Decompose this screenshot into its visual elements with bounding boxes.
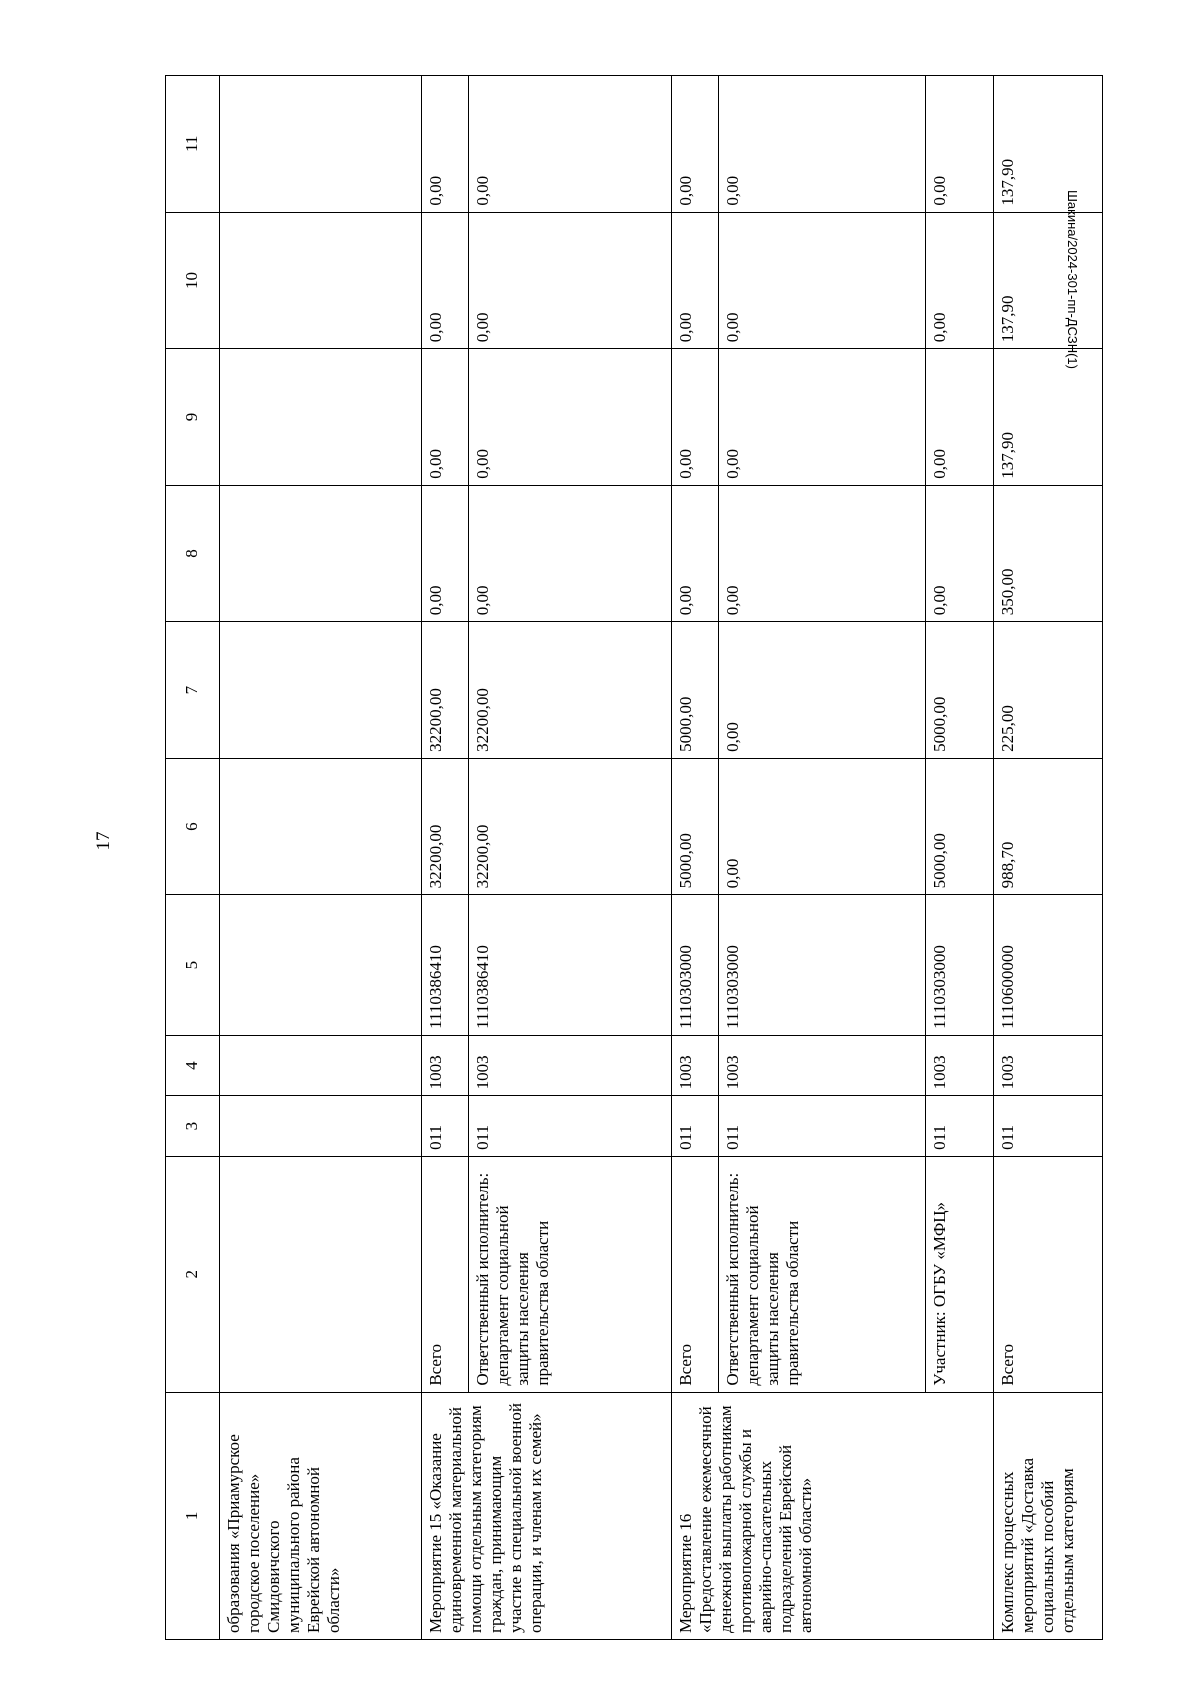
- page-number: 17: [93, 831, 114, 851]
- cell-year: 0,00: [719, 349, 926, 486]
- col-header-6: 6: [166, 758, 220, 895]
- cell-section: 1003: [925, 1035, 993, 1096]
- cell-year: 0,00: [672, 485, 719, 622]
- cell-year: 0,00: [421, 485, 468, 622]
- cell-description: Мероприятие 15 «Оказание единовременной материальной помощи отдельным категориям граждан, принимающим участие в специальной военной операции, и членам их семей»: [421, 1392, 671, 1639]
- cell-year: [219, 212, 421, 349]
- cell-year: 0,00: [719, 76, 926, 213]
- cell-total: 5000,00: [925, 758, 993, 895]
- cell-year: [219, 76, 421, 213]
- cell-year: 0,00: [421, 212, 468, 349]
- cell-year: 0,00: [672, 212, 719, 349]
- cell-year: 0,00: [719, 485, 926, 622]
- col-header-8: 8: [166, 485, 220, 622]
- cell-target-article: 1110600000: [993, 895, 1102, 1035]
- cell-total: 988,70: [993, 758, 1102, 895]
- col-header-10: 10: [166, 212, 220, 349]
- cell-year: 5000,00: [672, 622, 719, 759]
- cell-year: 0,00: [719, 622, 926, 759]
- cell-description: образования «Приамурское городское поселение» Смидовичского муниципального района Еврейской автономной области»: [219, 1392, 421, 1639]
- cell-total: 32200,00: [468, 758, 671, 895]
- cell-grbs: 011: [925, 1096, 993, 1157]
- cell-total: 5000,00: [672, 758, 719, 895]
- cell-year: 0,00: [925, 349, 993, 486]
- cell-section: 1003: [719, 1035, 926, 1096]
- cell-year: [219, 622, 421, 759]
- cell-target-article: 1110303000: [672, 895, 719, 1035]
- cell-year: 0,00: [468, 485, 671, 622]
- cell-total: [219, 758, 421, 895]
- cell-year: 137,90: [993, 212, 1102, 349]
- cell-year: 32200,00: [468, 622, 671, 759]
- cell-year: 0,00: [925, 485, 993, 622]
- table-row: [421, 76, 468, 1640]
- cell-year: 0,00: [421, 349, 468, 486]
- cell-executor: Участник: ОГБУ «МФЦ»: [925, 1156, 993, 1392]
- cell-grbs: 011: [468, 1096, 671, 1157]
- cell-total: 0,00: [719, 758, 926, 895]
- cell-executor: [219, 1156, 421, 1392]
- cell-executor: Всего: [421, 1156, 468, 1392]
- cell-section: [219, 1035, 421, 1096]
- cell-year: 350,00: [993, 485, 1102, 622]
- cell-year: 0,00: [468, 212, 671, 349]
- cell-target-article: 1110386410: [468, 895, 671, 1035]
- cell-year: 0,00: [468, 76, 671, 213]
- cell-year: 0,00: [719, 212, 926, 349]
- cell-section: 1003: [672, 1035, 719, 1096]
- table-row: [672, 76, 719, 1640]
- col-header-5: 5: [166, 895, 220, 1035]
- cell-year: 0,00: [925, 212, 993, 349]
- col-header-2: 2: [166, 1156, 220, 1392]
- cell-target-article: 1110386410: [421, 895, 468, 1035]
- cell-year: 0,00: [672, 349, 719, 486]
- cell-section: 1003: [468, 1035, 671, 1096]
- cell-year: 0,00: [925, 76, 993, 213]
- cell-grbs: 011: [672, 1096, 719, 1157]
- col-header-9: 9: [166, 349, 220, 486]
- cell-year: 5000,00: [925, 622, 993, 759]
- header-row: [166, 76, 220, 1640]
- cell-year: 137,90: [993, 349, 1102, 486]
- cell-target-article: 1110303000: [719, 895, 926, 1035]
- col-header-7: 7: [166, 622, 220, 759]
- cell-year: 0,00: [672, 76, 719, 213]
- table-row: [219, 76, 421, 1640]
- cell-year: [219, 349, 421, 486]
- cell-section: 1003: [421, 1035, 468, 1096]
- cell-grbs: 011: [719, 1096, 926, 1157]
- budget-table-container: [165, 75, 1103, 1640]
- cell-executor: Ответственный исполнитель: департамент социальной защиты населения правительства области: [719, 1156, 926, 1392]
- cell-year: 137,90: [993, 76, 1102, 213]
- cell-grbs: [219, 1096, 421, 1157]
- col-header-1: 1: [166, 1392, 220, 1639]
- cell-executor: Всего: [672, 1156, 719, 1392]
- cell-year: [219, 485, 421, 622]
- cell-target-article: 1110303000: [925, 895, 993, 1035]
- cell-year: 32200,00: [421, 622, 468, 759]
- cell-year: 225,00: [993, 622, 1102, 759]
- cell-section: 1003: [993, 1035, 1102, 1096]
- cell-year: 0,00: [468, 349, 671, 486]
- cell-grbs: 011: [993, 1096, 1102, 1157]
- cell-executor: Ответственный исполнитель: департамент социальной защиты населения правительства области: [468, 1156, 671, 1392]
- cell-grbs: 011: [421, 1096, 468, 1157]
- cell-description: Комплекс процессных мероприятий «Доставка социальных пособий отдельным категориям: [993, 1392, 1102, 1639]
- cell-total: 32200,00: [421, 758, 468, 895]
- budget-table: [165, 75, 1103, 1640]
- col-header-3: 3: [166, 1096, 220, 1157]
- col-header-4: 4: [166, 1035, 220, 1096]
- cell-executor: Всего: [993, 1156, 1102, 1392]
- cell-year: 0,00: [421, 76, 468, 213]
- table-row: [993, 76, 1102, 1640]
- document-code: Шакина/2024-301-пп-ДСЗН(1): [1065, 190, 1080, 369]
- cell-target-article: [219, 895, 421, 1035]
- col-header-11: 11: [166, 76, 220, 213]
- cell-description: Мероприятие 16 «Предоставление ежемесячной денежной выплаты работникам противопожарной службы и аварийно-спасательных подразделений Еврейской автономной области»: [672, 1392, 993, 1639]
